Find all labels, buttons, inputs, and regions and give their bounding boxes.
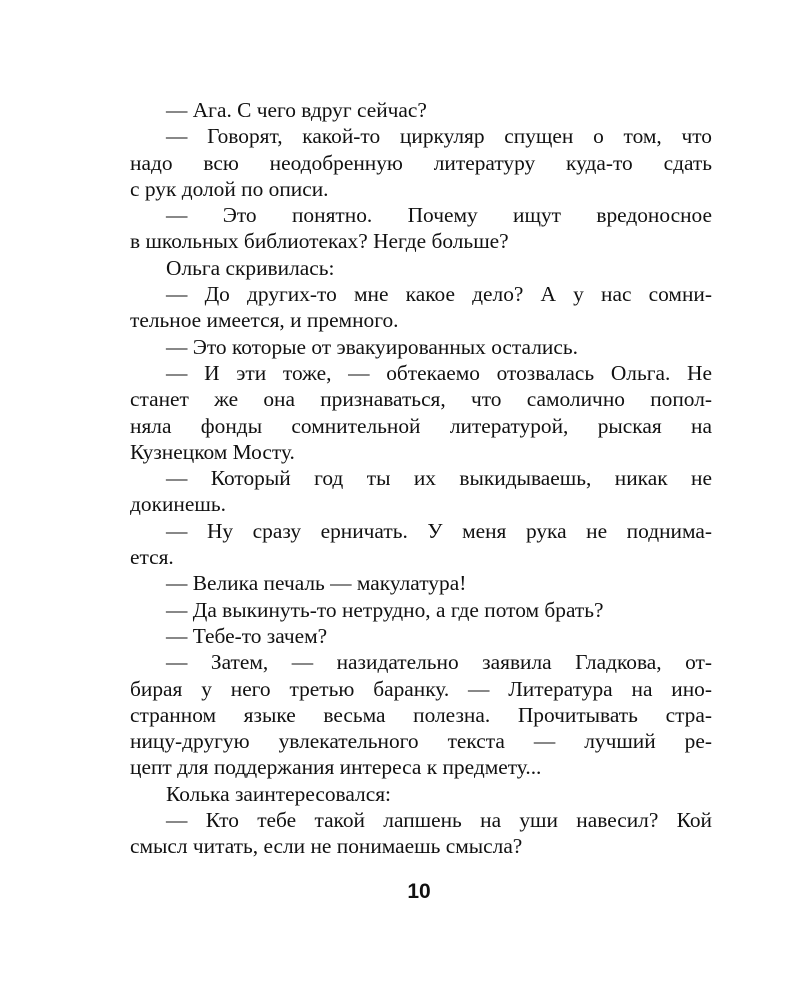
text-line: Ольга скривилась: <box>166 255 335 280</box>
text-line: — Ну сразу ерничать. У меня рука не поднима- <box>166 518 712 543</box>
text-line: Колька заинтересовался: <box>166 781 391 806</box>
text-line: докинешь. <box>130 492 226 517</box>
text-line: в школьных библиотеках? Негде больше? <box>130 229 509 254</box>
text-line: — Затем, — назидательно заявила Гладкова, от- <box>166 650 712 675</box>
text-line: — Это понятно. Почему ищут вредоносное <box>166 203 712 228</box>
text-line: — Да выкинуть-то нетрудно, а где потом брать? <box>166 597 604 622</box>
text-line: с рук долой по описи. <box>130 176 329 201</box>
text-line: ницу-другую увлекательного текста — лучший ре- <box>130 729 712 754</box>
body-text <box>130 97 712 860</box>
text-line: — Тебе-то зачем? <box>166 623 328 648</box>
text-line: — Велика печаль — макулатура! <box>166 571 467 596</box>
text-line: станет же она признаваться, что самолично попол- <box>130 387 712 412</box>
text-line: — До других-то мне какое дело? А у нас сомни- <box>166 282 712 307</box>
text-line: тельное имеется, и премного. <box>130 308 399 333</box>
text-line: странном языке весьма полезна. Прочитывать стра- <box>130 702 712 727</box>
page-number: 10 <box>407 880 431 903</box>
text-line: смысл читать, если не понимаешь смысла? <box>130 834 523 859</box>
text-line: — Который год ты их выкидываешь, никак не <box>166 466 712 491</box>
text-line: — И эти тоже, — обтекаемо отозвалась Ольга. Не <box>166 360 712 385</box>
text-line: ется. <box>130 545 174 570</box>
text-line: цепт для поддержания интереса к предмету... <box>130 755 542 780</box>
text-line: бирая у него третью баранку. — Литература на ино- <box>130 676 712 701</box>
text-line: надо всю неодобренную литературу куда-то сдать <box>130 150 712 175</box>
text-line: няла фонды сомнительной литературой, рыская на <box>130 413 712 438</box>
text-line: — Это которые от эвакуированных остались. <box>166 334 578 359</box>
text-line: — Ага. С чего вдруг сейчас? <box>166 98 427 122</box>
text-line: Кузнецком Мосту. <box>130 439 295 464</box>
text-line: — Говорят, какой-то циркуляр спущен о том, что <box>166 124 712 149</box>
text-line: — Кто тебе такой лапшень на уши навесил? Кой <box>166 808 712 833</box>
